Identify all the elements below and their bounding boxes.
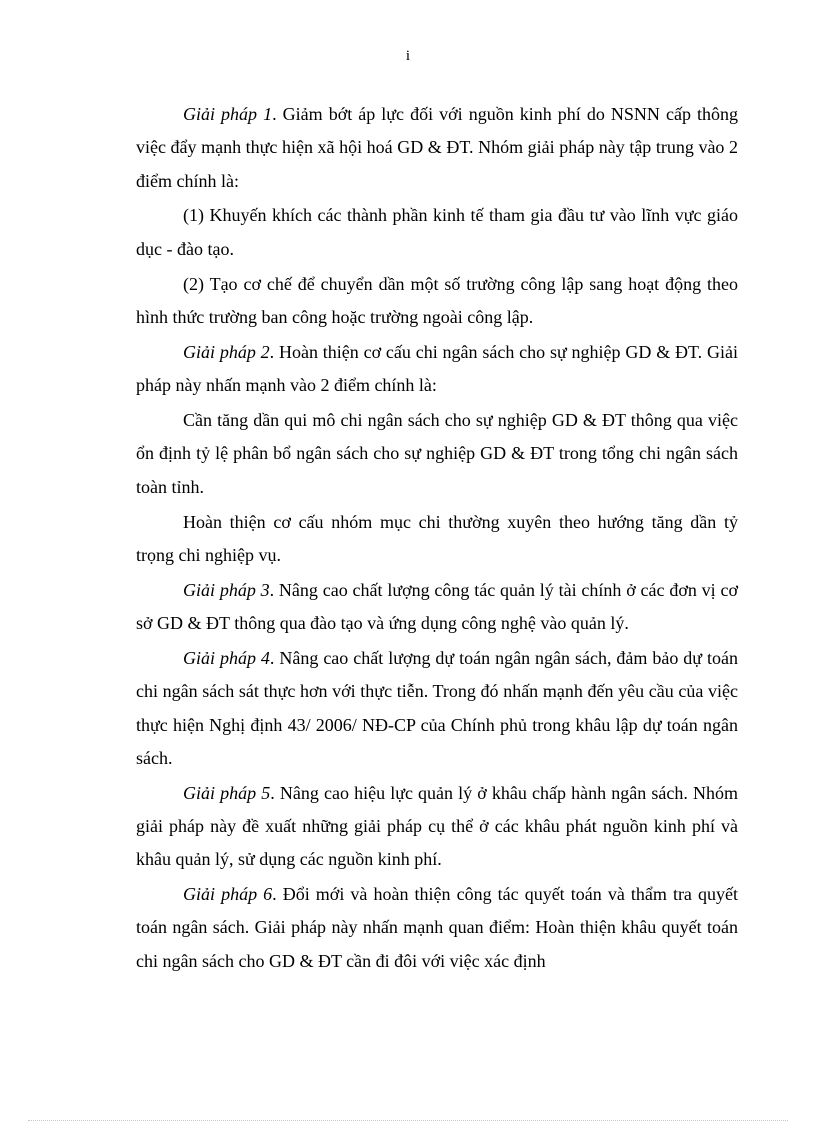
paragraph-solution-1 [136,98,738,198]
paragraph-spending-structure [136,506,738,573]
paragraph-text: . Đổi mới và hoàn thiện công tác quyết toán và thẩm tra quyết toán ngân sách. Giải pháp này nhấn mạnh quan điểm: Hoàn thiện khâu quyết toán chi ngân sách cho GD & ĐT cần đi đôi với việc xác định [136,884,738,971]
paragraph-solution-2 [136,336,738,403]
solution-label: Giải pháp 4 [183,647,270,668]
paragraph-text: . Nâng cao chất lượng công tác quản lý tài chính ở các đơn vị cơ sở GD & ĐT thông qua đào tạo và ứng dụng công nghệ vào quản lý. [136,579,738,634]
paragraph-text: . Giảm bớt áp lực đối với nguồn kinh phí do NSNN cấp thông việc đẩy mạnh thực hiện xã hội hoá GD & ĐT. Nhóm giải pháp này tập trung vào 2 điểm chính là: [136,104,738,191]
paragraph-text: . Nâng cao hiệu lực quản lý ở khâu chấp hành ngân sách. Nhóm giải pháp này đề xuất những giải pháp cụ thể ở các khâu phát nguồn kinh phí và khâu quản lý, sử dụng các nguồn kinh phí. [136,782,738,870]
paragraph-text: . Nâng cao chất lượng dự toán ngân ngân sách, đảm bảo dự toán chi ngân sách sát thực hơn với thực tiễn. Trong đó nhấn mạnh đến yêu cầu của việc thực hiện Nghị định 43/ 2006/ NĐ-CP của Chính phủ trong khâu lập dự toán ngân sách. [136,647,738,768]
solution-label: Giải pháp 1 [183,104,273,124]
page-bottom-divider [28,1120,788,1121]
paragraph-text: Hoàn thiện cơ cấu nhóm mục chi thường xuyên theo hướng tăng dần tỷ trọng chi nghiệp vụ. [136,511,738,565]
paragraph-item-1 [136,199,738,266]
paragraph-text: (1) Khuyến khích các thành phần kinh tế tham gia đầu tư vào lĩnh vực giáo dục - đào tạo. [136,205,738,259]
paragraph-solution-6 [136,878,738,978]
paragraph-item-2 [136,268,738,335]
paragraph-solution-4 [136,642,738,775]
paragraph-solution-3 [136,574,738,641]
paragraph-budget-scale [136,404,738,504]
document-body [136,98,738,980]
paragraph-solution-5 [136,777,738,877]
solution-label: Giải pháp 5 [183,782,271,803]
paragraph-text: Cần tăng dần qui mô chi ngân sách cho sự nghiệp GD & ĐT thông qua việc ổn định tỷ lệ phân bổ ngân sách cho sự nghiệp GD & ĐT trong tổng chi ngân sách toàn tỉnh. [136,410,738,497]
solution-label: Giải pháp 6 [183,884,273,905]
solution-label: Giải pháp 3 [183,579,270,600]
paragraph-text: . Hoàn thiện cơ cấu chi ngân sách cho sự nghiệp GD & ĐT. Giải pháp này nhấn mạnh vào 2 điểm chính là: [136,341,738,396]
paragraph-text: (2) Tạo cơ chế để chuyển dần một số trường công lập sang hoạt động theo hình thức trường ban công hoặc trường ngoài công lập. [136,273,738,327]
page-number: i [405,48,411,64]
solution-label: Giải pháp 2 [183,341,270,362]
